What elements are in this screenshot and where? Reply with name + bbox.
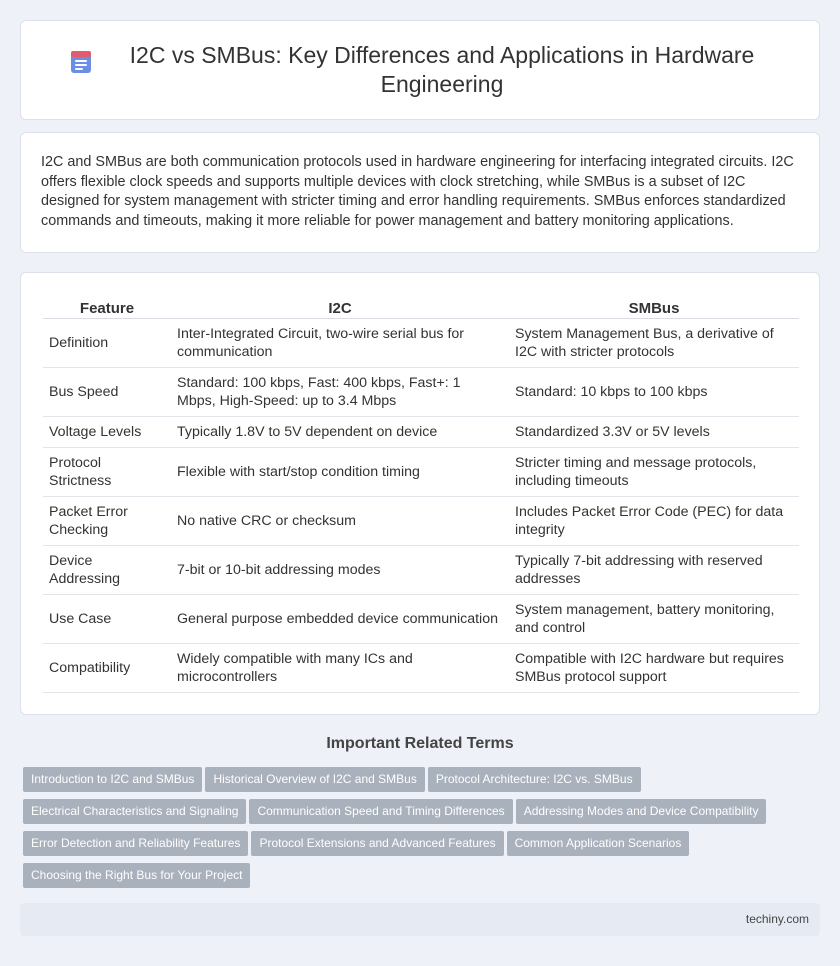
feature-cell: Use Case xyxy=(43,595,171,644)
title-card xyxy=(20,20,820,120)
table-row xyxy=(43,644,799,693)
column-header-feature: Feature xyxy=(43,295,171,319)
feature-cell: Compatibility xyxy=(43,644,171,693)
i2c-cell: Widely compatible with many ICs and microcontrollers xyxy=(171,644,509,693)
intro-paragraph: I2C and SMBus are both communication protocols used in hardware engineering for interfacing integrated circuits. I2C offers flexible clock speeds and supports multiple devices with clock stretching, while SMBus is a subset of I2C designed for system management with stricter timing and error handling requirements. SMBus enforces standardized commands and timeouts, making it more reliable for power management and battery monitoring applications. xyxy=(41,154,794,229)
i2c-cell: 7-bit or 10-bit addressing modes xyxy=(171,546,509,595)
feature-cell: Bus Speed xyxy=(43,368,171,417)
table-row xyxy=(43,546,799,595)
i2c-cell: No native CRC or checksum xyxy=(171,497,509,546)
related-terms-heading: Important Related Terms xyxy=(326,735,514,752)
related-term-tag[interactable]: Protocol Architecture: I2C vs. SMBus xyxy=(428,767,641,792)
related-term-tag[interactable]: Addressing Modes and Device Compatibility xyxy=(516,799,767,824)
i2c-cell: Typically 1.8V to 5V dependent on device xyxy=(171,417,509,448)
feature-cell: Packet Error Checking xyxy=(43,497,171,546)
column-header-i2c: I2C xyxy=(171,295,509,319)
title-wrap xyxy=(60,41,780,99)
related-term-tag[interactable]: Common Application Scenarios xyxy=(507,831,690,856)
related-terms-list xyxy=(23,767,823,895)
table-row xyxy=(43,595,799,644)
page-title: I2C vs SMBus: Key Differences and Applications in Hardware Engineering xyxy=(129,42,755,97)
related-term-tag[interactable]: Historical Overview of I2C and SMBus xyxy=(205,767,424,792)
related-term-tag[interactable]: Introduction to I2C and SMBus xyxy=(23,767,202,792)
footer-site-link[interactable]: techiny.com xyxy=(745,912,809,926)
feature-cell: Device Addressing xyxy=(43,546,171,595)
related-term-tag[interactable]: Protocol Extensions and Advanced Features xyxy=(251,831,503,856)
smbus-cell: Standardized 3.3V or 5V levels xyxy=(509,417,799,448)
smbus-cell: Stricter timing and message protocols, including timeouts xyxy=(509,448,799,497)
table-row xyxy=(43,319,799,368)
table-row xyxy=(43,497,799,546)
related-term-tag[interactable]: Error Detection and Reliability Features xyxy=(23,831,248,856)
column-header-smbus: SMBus xyxy=(509,295,799,319)
comparison-card xyxy=(20,272,820,715)
i2c-cell: General purpose embedded device communication xyxy=(171,595,509,644)
table-row xyxy=(43,417,799,448)
smbus-cell: Includes Packet Error Code (PEC) for data integrity xyxy=(509,497,799,546)
feature-cell: Definition xyxy=(43,319,171,368)
i2c-cell: Inter-Integrated Circuit, two-wire serial bus for communication xyxy=(171,319,509,368)
feature-cell: Protocol Strictness xyxy=(43,448,171,497)
document-icon xyxy=(68,49,94,75)
table-row xyxy=(43,448,799,497)
footer-bar xyxy=(20,903,820,936)
intro-card xyxy=(20,132,820,253)
related-term-tag[interactable]: Electrical Characteristics and Signaling xyxy=(23,799,246,824)
comparison-table xyxy=(43,295,799,693)
related-term-tag[interactable]: Choosing the Right Bus for Your Project xyxy=(23,863,250,888)
smbus-cell: System Management Bus, a derivative of I2C with stricter protocols xyxy=(509,319,799,368)
i2c-cell: Flexible with start/stop condition timing xyxy=(171,448,509,497)
i2c-cell: Standard: 100 kbps, Fast: 400 kbps, Fast+: 1 Mbps, High-Speed: up to 3.4 Mbps xyxy=(171,368,509,417)
smbus-cell: System management, battery monitoring, and control xyxy=(509,595,799,644)
smbus-cell: Typically 7-bit addressing with reserved addresses xyxy=(509,546,799,595)
smbus-cell: Standard: 10 kbps to 100 kbps xyxy=(509,368,799,417)
table-row xyxy=(43,368,799,417)
related-term-tag[interactable]: Communication Speed and Timing Differences xyxy=(249,799,512,824)
table-header-row xyxy=(43,295,799,319)
smbus-cell: Compatible with I2C hardware but requires SMBus protocol support xyxy=(509,644,799,693)
feature-cell: Voltage Levels xyxy=(43,417,171,448)
